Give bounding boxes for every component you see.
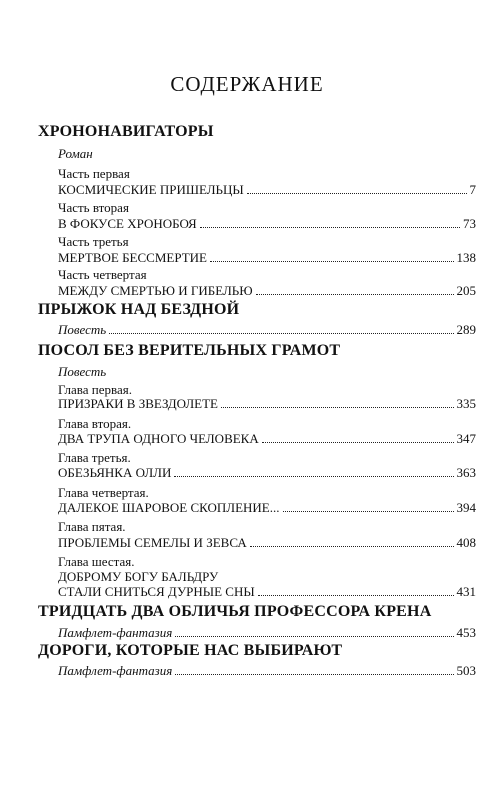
entry-title: МЕРТВОЕ БЕССМЕРТИЕ (58, 250, 207, 265)
page-number: 431 (456, 584, 476, 599)
page-number: 335 (456, 396, 476, 411)
part-label: Часть третья (58, 234, 129, 249)
entry-genre: Памфлет-фантазия (58, 625, 173, 640)
entry-title: ОБЕЗЬЯНКА ОЛЛИ (58, 465, 172, 480)
page-number: 453 (456, 625, 476, 640)
dot-leader (258, 594, 454, 596)
work-title: ДОРОГИ, КОТОРЫЕ НАС ВЫБИРАЮТ (38, 642, 343, 659)
page-number: 408 (456, 535, 476, 550)
dot-leader (250, 545, 454, 547)
chapter-label: Глава третья. (58, 450, 131, 465)
part-label: Часть первая (58, 166, 130, 181)
dot-leader (262, 441, 454, 443)
work-title: ТРИДЦАТЬ ДВА ОБЛИЧЬЯ ПРОФЕССОРА КРЕНА (38, 603, 432, 620)
chapter-label: Глава шестая. (58, 554, 135, 569)
dot-leader (283, 510, 454, 512)
toc-entry[interactable] (38, 396, 476, 412)
entry-title: ДВА ТРУПА ОДНОГО ЧЕЛОВЕКА (58, 431, 259, 446)
chapter-label: Глава пятая. (58, 519, 126, 534)
toc-entry[interactable] (38, 283, 476, 299)
work-genre: Роман (58, 146, 93, 161)
part-label: Часть вторая (58, 200, 129, 215)
page-number: 503 (456, 663, 476, 678)
toc-entry[interactable] (38, 625, 476, 641)
work-title: ПОСОЛ БЕЗ ВЕРИТЕЛЬНЫХ ГРАМОТ (38, 342, 341, 359)
work-title: ПРЫЖОК НАД БЕЗДНОЙ (38, 301, 240, 318)
entry-genre: Повесть (58, 322, 107, 337)
dot-leader (174, 475, 453, 477)
chapter-label: Глава четвертая. (58, 485, 149, 500)
page-number: 394 (456, 500, 476, 515)
toc-entry[interactable] (38, 216, 476, 232)
dot-leader (175, 673, 453, 675)
toc-entry[interactable] (38, 465, 476, 481)
entry-title: СТАЛИ СНИТЬСЯ ДУРНЫЕ СНЫ (58, 584, 255, 599)
dot-leader (175, 635, 453, 637)
toc-entry[interactable] (38, 431, 476, 447)
page-number: 205 (456, 283, 476, 298)
page-title: СОДЕРЖАНИЕ (170, 72, 324, 96)
page-number: 7 (469, 182, 476, 197)
chapter-label: Глава вторая. (58, 416, 132, 431)
dot-leader (221, 406, 454, 408)
dot-leader (109, 332, 453, 334)
page-number: 363 (456, 465, 476, 480)
toc-entry[interactable] (38, 584, 476, 600)
entry-title-line1: ДОБРОМУ БОГУ БАЛЬДРУ (58, 569, 219, 584)
work-genre: Повесть (58, 364, 107, 379)
work-title: ХРОНОНАВИГАТОРЫ (38, 123, 214, 140)
toc-entry[interactable] (38, 182, 476, 198)
toc-entry[interactable] (38, 663, 476, 679)
toc-entry[interactable] (38, 535, 476, 551)
toc-entry[interactable] (38, 322, 476, 338)
entry-title: КОСМИЧЕСКИЕ ПРИШЕЛЬЦЫ (58, 182, 244, 197)
page-number: 73 (463, 216, 476, 231)
entry-title: ПРОБЛЕМЫ СЕМЕЛЫ И ЗЕВСА (58, 535, 247, 550)
toc-entry[interactable] (38, 500, 476, 516)
page-number: 347 (456, 431, 476, 446)
dot-leader (200, 226, 460, 228)
toc-entry[interactable] (38, 250, 476, 266)
entry-title: МЕЖДУ СМЕРТЬЮ И ГИБЕЛЬЮ (58, 283, 253, 298)
page-number: 138 (456, 250, 476, 265)
dot-leader (256, 293, 454, 295)
entry-title: ДАЛЕКОЕ ШАРОВОЕ СКОПЛЕНИЕ... (58, 500, 280, 515)
entry-genre: Памфлет-фантазия (58, 663, 173, 678)
dot-leader (247, 192, 467, 194)
page-number: 289 (456, 322, 476, 337)
dot-leader (210, 260, 454, 262)
entry-title: ПРИЗРАКИ В ЗВЕЗДОЛЕТЕ (58, 396, 218, 411)
part-label: Часть четвертая (58, 267, 147, 282)
chapter-label: Глава первая. (58, 382, 132, 397)
entry-title: В ФОКУСЕ ХРОНОБОЯ (58, 216, 197, 231)
